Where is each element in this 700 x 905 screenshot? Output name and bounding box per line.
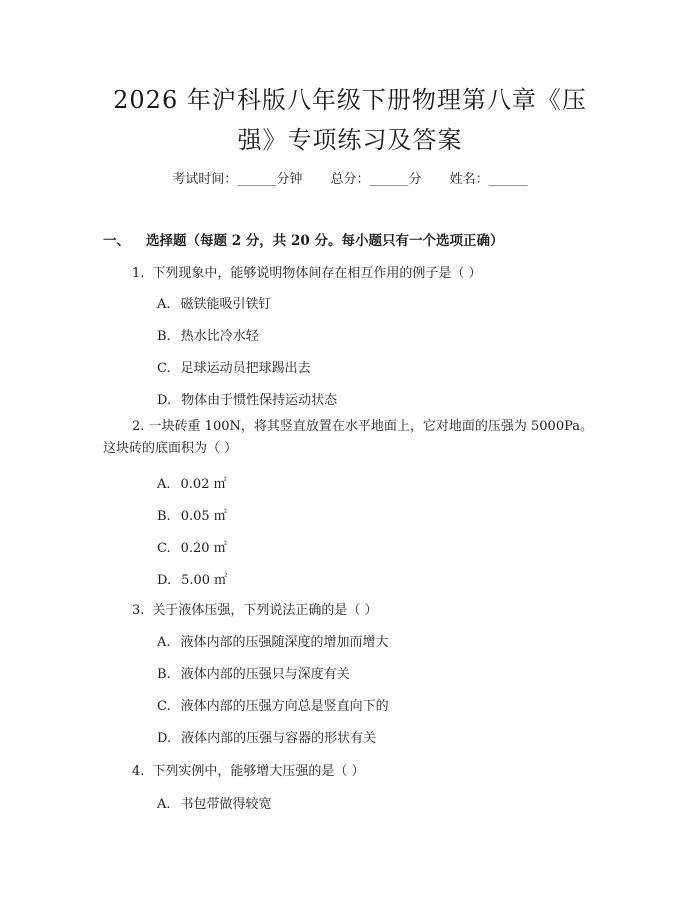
option-letter: B.	[157, 667, 171, 682]
question-2-option-c	[157, 537, 227, 556]
option-text: 0.05 ㎡	[180, 509, 227, 524]
option-text: 5.00 ㎡	[181, 573, 228, 588]
option-letter: B.	[157, 329, 171, 344]
option-letter: D.	[157, 573, 172, 588]
question-2-line-1	[103, 416, 663, 438]
exam-time-field: 考试时间：______分钟	[172, 172, 303, 187]
option-letter: A.	[157, 797, 171, 812]
question-3-option-b	[157, 663, 350, 682]
question-2-option-a	[157, 473, 227, 492]
option-text: 足球运动员把球踢出去	[180, 361, 311, 376]
option-letter: C.	[157, 541, 171, 556]
question-text: 一块砖重 100N，将其竖直放置在水平地面上，它对地面的压强为 5000Pa。	[148, 419, 593, 434]
option-letter: D.	[157, 393, 172, 408]
section-title: 选择题（每题 2 分，共 20 分。每小题只有一个选项正确）	[146, 233, 504, 249]
student-name-field: 姓名：______	[449, 172, 528, 187]
question-number: 4.	[132, 764, 145, 779]
option-text: 液体内部的压强方向总是竖直向下的	[180, 699, 389, 714]
title-line-2: 强》专项练习及答案	[237, 126, 463, 154]
exam-info	[0, 168, 700, 187]
question-3	[132, 599, 378, 618]
option-text: 液体内部的压强随深度的增加而增大	[180, 635, 389, 650]
question-4	[132, 760, 365, 779]
option-letter: A.	[157, 635, 171, 650]
question-1-option-b	[157, 325, 259, 344]
option-letter: A.	[157, 297, 171, 312]
question-2-line-2: 这块砖的底面积为（ ）	[103, 441, 238, 456]
question-3-option-d	[157, 727, 376, 746]
option-letter: A.	[157, 477, 171, 492]
question-text: 下列现象中，能够说明物体间存在相互作用的例子是（ ）	[152, 266, 482, 281]
page-title	[60, 80, 640, 160]
question-text: 关于液体压强，下列说法正确的是（ ）	[152, 603, 378, 618]
option-text: 液体内部的压强与容器的形状有关	[181, 731, 377, 746]
question-number: 1.	[132, 266, 145, 281]
question-1-option-c	[157, 357, 311, 376]
option-letter: C.	[157, 361, 171, 376]
question-2-option-b	[157, 505, 227, 524]
question-text: 下列实例中，能够增大压强的是（ ）	[152, 764, 365, 779]
option-letter: C.	[157, 699, 171, 714]
question-4-option-a	[157, 793, 272, 812]
question-1-option-d	[157, 389, 337, 408]
option-text: 液体内部的压强只与深度有关	[180, 667, 350, 682]
option-text: 热水比冷水轻	[180, 329, 259, 344]
question-number: 2.	[132, 419, 145, 434]
question-3-option-a	[157, 631, 389, 650]
option-letter: B.	[157, 509, 171, 524]
option-text: 磁铁能吸引铁钉	[180, 297, 272, 312]
title-line-1: 2026 年沪科版八年级下册物理第八章《压	[113, 86, 587, 114]
total-score-field: 总分：______分	[330, 172, 422, 187]
option-text: 物体由于惯性保持运动状态	[181, 393, 338, 408]
option-text: 0.02 ㎡	[180, 477, 227, 492]
option-text: 0.20 ㎡	[180, 541, 227, 556]
question-number: 3.	[132, 603, 145, 618]
question-3-option-c	[157, 695, 389, 714]
question-1	[132, 262, 482, 281]
option-text: 书包带做得较宽	[180, 797, 272, 812]
question-1-option-a	[157, 293, 272, 312]
question-2	[103, 416, 663, 460]
option-letter: D.	[157, 731, 172, 746]
question-2-option-d	[157, 569, 227, 588]
section-heading	[103, 229, 503, 249]
section-number: 一、	[103, 233, 130, 249]
